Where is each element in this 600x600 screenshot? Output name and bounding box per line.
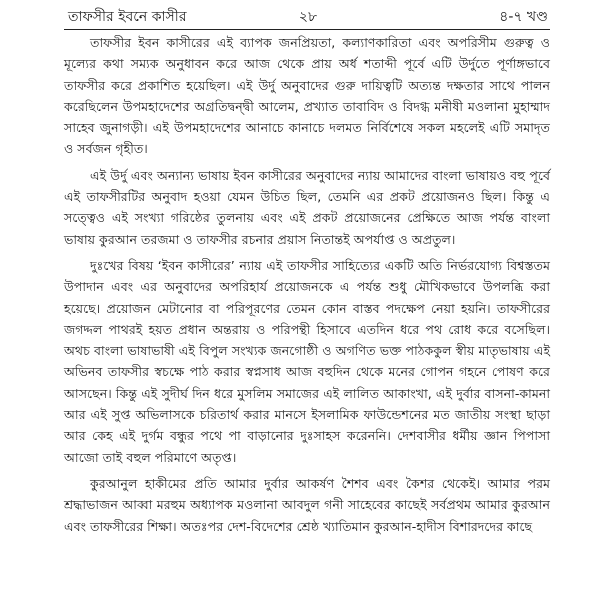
book-title: তাফসীর ইবনে কাসীর xyxy=(68,9,187,25)
running-head xyxy=(68,5,548,25)
paragraph-4: কুরআনুল হাকীমের প্রতি আমার দুর্বার আকর্ষণ শৈশব এবং কৈশর থেকেই। আমার পরম শ্রদ্ধাভাজন আব্বা মরহুম অধ্যাপক মওলানা আবদুল গনী সাহেবের কাছেই সর্বপ্রথম আমার কুরআন এবং তাফসীরের শিক্ষা। অতঃপর দেশ-বিদেশের শ্রেষ্ঠ খ্যাতিমান কুরআন-হাদীস বিশারদদের কাছে xyxy=(64,475,550,534)
paragraph-3: দুঃখের বিষয় ‘ইবন কাসীরের’ ন্যায় এই তাফসীর সাহিত্যের একটি অতি নির্ভরযোগ্য বিশ্বস্ততম উপাদান এবং এর অনুবাদের অপরিহার্য প্রয়োজনকে এ পর্যন্ত শুধু মৌখিকভাবে উপলব্ধি করা হয়েছে। প্রয়োজন মেটানোর বা পরিপূরণের তেমন কোন বাস্তব পদক্ষেপ নেয়া হয়নি। তাফসীরের জগদ্দল পাথরই হয়ত প্রধান অন্তরায় ও পরিপন্থী হিসাবে এতদিন ধরে পথ রোধ করে বসেছিল। অথচ বাংলা ভাষাভাষী এই বিপুল সংখ্যক জনগোষ্ঠী ও অগণিত ভক্ত পাঠককুল স্বীয় মাতৃভাষায় এই অভিনব তাফসীর স্বচক্ষে পাঠ করার স্বপ্নসাধ আজ বহুদিন থেকে মনের গোপন গহনে পোষণ করে আসছেন। কিন্তু এই সুদীর্ঘ দিন ধরে মুসলিম সমাজের এই লালিত আকাংখা, এই দুর্বার বাসনা-কামনা আর এই সুপ্ত অভিলাসকে চরিতার্থ করার মানসে ইসলামিক ফাউন্ডেশনের মত জাতীয় সংস্থা ছাড়া আর কেহ এই দুর্গম বন্ধুর পথে পা বাড়ানোর দুঃসাহস করেননি। দেশবাসীর ধর্মীয় জ্ঞান পিপাসা আজো তাই বহুল পরিমাণে অতৃপ্ত। xyxy=(64,257,550,465)
page-number: ২৮ xyxy=(298,9,318,25)
paragraph-2: এই উর্দু এবং অন্যান্য ভাষায় ইবন কাসীরের অনুবাদের ন্যায় আমাদের বাংলা ভাষায়ও বহু পূর্বে এই তাফসীরটির অনুবাদ হওয়া যেমন উচিত ছিল, তেমনি এর প্রকট প্রয়োজনও ছিল। কিন্তু এ সত্ত্বেও এই সংখ্যা গরিষ্ঠের তুলনায় এবং এই প্রকট প্রয়োজনের প্রেক্ষিতে আজ পর্যন্ত বাংলা ভাষায় কুরআন তরজমা ও তাফসীর রচনার প্রয়াস নিতান্তই অপর্যাপ্ত ও অপ্রতুল। xyxy=(64,167,550,247)
paragraph-1: তাফসীর ইবন কাসীরের এই ব্যাপক জনপ্রিয়তা, কল্যাণকারিতা এবং অপরিসীম গুরুত্ব ও মূল্যের কথা সম্যক অনুধাবন করে আজ থেকে প্রায় অর্ধ শতাব্দী পূর্বে এটি উর্দুতে পূর্ণাঙ্গভাবে তাফসীর করে প্রকাশিত হয়েছিল। এই উর্দু অনুবাদের গুরু দায়িত্বটি অত্যন্ত দক্ষতার সাথে পালন করেছিলেন উপমহাদেশের অগ্রতিদ্বন্দ্বী আলেম, প্রখ্যাত তাবাবিদ ও বিদগ্ধ মনীষী মওলানা মুহাম্মাদ সাহেব জুনাগড়ী। এই উপমহাদেশের আনাচে কানাচে দলমত নির্বিশেষে সকল মহলেই এটি সমাদৃত ও সর্বজন গৃহীত। xyxy=(64,35,550,157)
volume-label: ৪-৭ খণ্ড xyxy=(499,9,548,25)
body-text xyxy=(64,32,550,542)
header-rule xyxy=(64,29,550,30)
